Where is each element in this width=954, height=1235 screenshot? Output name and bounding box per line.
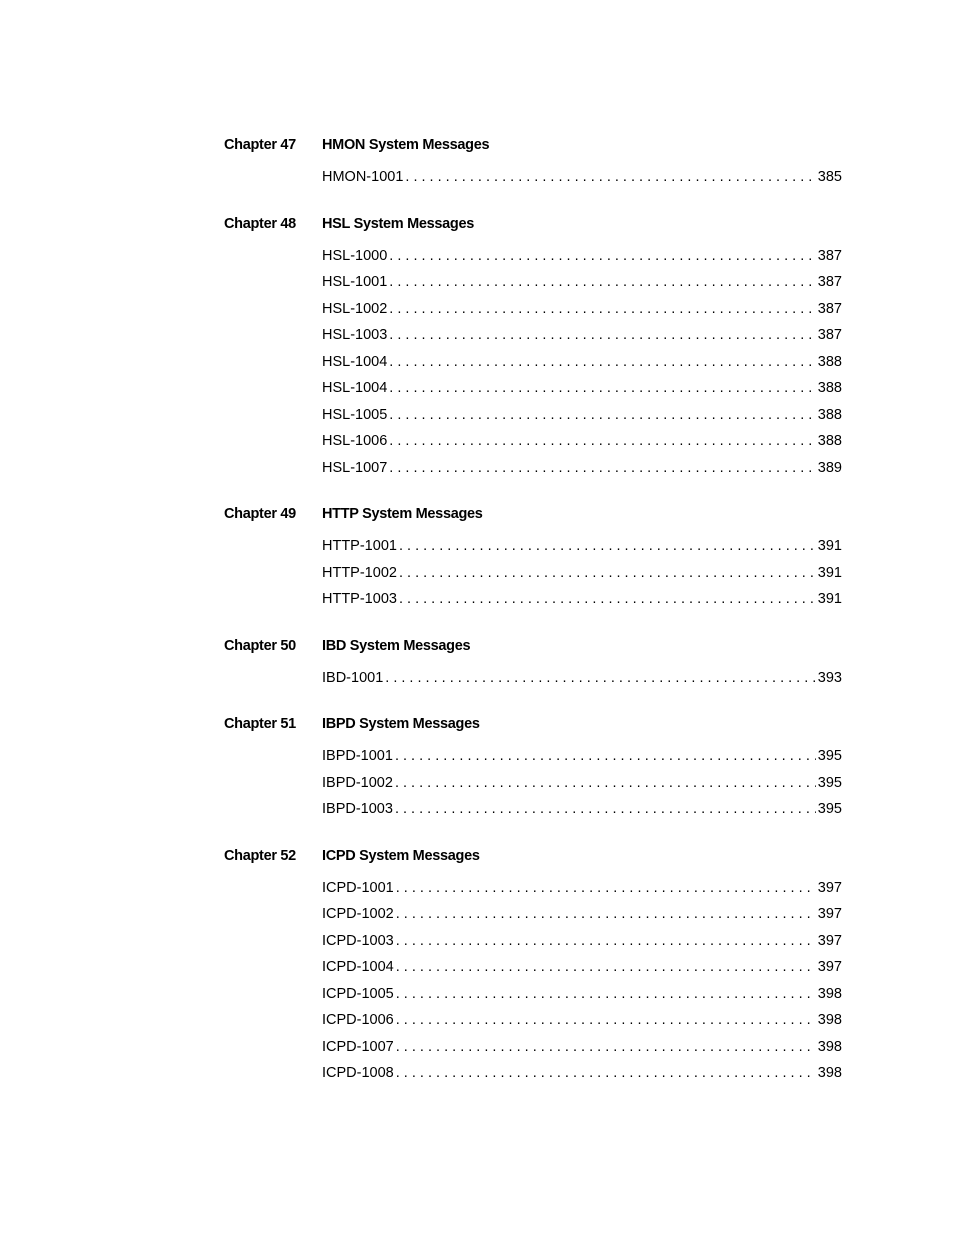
chapter-entries: [322, 665, 842, 692]
toc-entry-name: HSL-1007: [322, 459, 388, 476]
toc-chapter: [224, 635, 842, 692]
toc-entry[interactable]: [322, 954, 842, 981]
dot-leader: [396, 1007, 816, 1034]
dot-leader: [395, 743, 816, 770]
toc-entry-name: ICPD-1002: [322, 906, 394, 922]
toc-entry-page: 391: [817, 591, 842, 607]
dot-leader: [389, 296, 816, 323]
toc-entry-page: 395: [817, 801, 842, 817]
chapter-heading: [224, 213, 842, 235]
toc-entry-page: 387: [817, 247, 842, 264]
toc-entry[interactable]: [322, 665, 842, 692]
toc-entry-page: 393: [817, 669, 842, 686]
toc-entry-page: 387: [817, 300, 842, 317]
dot-leader: [389, 243, 816, 270]
toc-entry-name: ICPD-1007: [322, 1038, 394, 1055]
dot-leader: [396, 954, 816, 981]
toc-entry[interactable]: [322, 770, 842, 797]
toc-entry-name: IBPD-1001: [322, 748, 393, 764]
toc-entry-page: 398: [817, 985, 842, 1002]
chapter-entries: [322, 875, 842, 1087]
toc-entry[interactable]: [322, 981, 842, 1008]
dot-leader: [405, 164, 815, 191]
chapter-number: Chapter 47: [224, 137, 296, 153]
toc-entry[interactable]: [322, 243, 842, 270]
toc-entry[interactable]: [322, 455, 842, 482]
toc-entry[interactable]: [322, 901, 842, 928]
dot-leader: [396, 981, 816, 1008]
chapter-number: Chapter 50: [224, 637, 296, 654]
dot-leader: [399, 533, 816, 560]
toc-entry-page: 388: [817, 353, 842, 370]
dot-leader: [395, 770, 816, 797]
toc-entry[interactable]: [322, 1007, 842, 1034]
toc-entry[interactable]: [322, 928, 842, 955]
toc-entry-page: 395: [817, 748, 842, 764]
toc-entry-name: ICPD-1006: [322, 1012, 394, 1028]
toc-entry-name: ICPD-1004: [322, 959, 394, 975]
chapter-heading: [224, 134, 842, 156]
chapter-title: ICPD System Messages: [322, 847, 480, 864]
toc-entry-page: 385: [817, 169, 842, 185]
toc-entry[interactable]: [322, 349, 842, 376]
dot-leader: [389, 402, 816, 429]
toc-entry-name: ICPD-1005: [322, 985, 394, 1002]
toc-entry[interactable]: [322, 164, 842, 191]
toc-entry-page: 387: [817, 274, 842, 290]
toc-entry[interactable]: [322, 743, 842, 770]
toc-entry-name: ICPD-1008: [322, 1065, 394, 1081]
toc-entry-page: 389: [817, 459, 842, 476]
toc-entry[interactable]: [322, 296, 842, 323]
toc-entry[interactable]: [322, 322, 842, 349]
chapter-number: Chapter 51: [224, 716, 296, 732]
toc-entry-page: 387: [817, 327, 842, 343]
chapter-entries: [322, 243, 842, 482]
dot-leader: [395, 796, 816, 823]
toc-entry-name: HSL-1002: [322, 300, 388, 317]
toc-entry[interactable]: [322, 375, 842, 402]
dot-leader: [389, 455, 816, 482]
toc-entry[interactable]: [322, 1034, 842, 1061]
toc-entry-page: 398: [817, 1065, 842, 1081]
dot-leader: [389, 349, 816, 376]
toc-entry-page: 398: [817, 1012, 842, 1028]
toc-entry-name: HTTP-1001: [322, 538, 397, 554]
dot-leader: [396, 928, 816, 955]
toc-entry-name: HSL-1003: [322, 327, 388, 343]
dot-leader: [389, 269, 816, 296]
toc-entry[interactable]: [322, 533, 842, 560]
toc-entry-page: 397: [817, 932, 842, 949]
toc-entry-page: 397: [817, 879, 842, 896]
toc-entry[interactable]: [322, 402, 842, 429]
toc-entry[interactable]: [322, 560, 842, 587]
toc-chapter: [224, 713, 842, 823]
toc-chapter: [224, 134, 842, 191]
toc-entry-name: HTTP-1003: [322, 591, 397, 607]
toc-entry[interactable]: [322, 428, 842, 455]
chapter-number: Chapter 48: [224, 215, 296, 232]
chapter-heading: [224, 713, 842, 735]
chapter-entries: [322, 533, 842, 613]
chapter-number: Chapter 49: [224, 506, 296, 522]
dot-leader: [396, 901, 816, 928]
toc-entry-name: HSL-1004: [322, 380, 388, 396]
toc-entry-page: 397: [817, 959, 842, 975]
toc-entry[interactable]: [322, 796, 842, 823]
chapter-title: IBPD System Messages: [322, 716, 480, 732]
toc-entry-name: HMON-1001: [322, 169, 404, 185]
toc-entry-page: 395: [817, 774, 842, 791]
toc-entry-name: HSL-1006: [322, 433, 388, 449]
toc-entry-name: HSL-1001: [322, 274, 388, 290]
toc-entry[interactable]: [322, 269, 842, 296]
toc-entry-name: HTTP-1002: [322, 564, 397, 581]
chapter-heading: [224, 845, 842, 867]
toc-entry-name: HSL-1000: [322, 247, 388, 264]
dot-leader: [389, 428, 816, 455]
toc-entry[interactable]: [322, 586, 842, 613]
toc-entry[interactable]: [322, 1060, 842, 1087]
dot-leader: [389, 322, 816, 349]
toc-entry-name: IBPD-1002: [322, 774, 393, 791]
toc-entry-name: ICPD-1001: [322, 879, 394, 896]
chapter-title: IBD System Messages: [322, 637, 471, 654]
toc-entry-page: 388: [817, 380, 842, 396]
toc-entry-name: HSL-1005: [322, 406, 388, 423]
chapter-heading: [224, 503, 842, 525]
toc-entry-name: IBPD-1003: [322, 801, 393, 817]
dot-leader: [399, 560, 816, 587]
toc-entry-name: HSL-1004: [322, 353, 388, 370]
table-of-contents: [224, 134, 842, 1109]
dot-leader: [396, 875, 816, 902]
toc-entry-page: 397: [817, 906, 842, 922]
toc-chapter: [224, 213, 842, 482]
toc-entry-page: 391: [817, 538, 842, 554]
toc-entry-page: 388: [817, 433, 842, 449]
toc-entry-page: 398: [817, 1038, 842, 1055]
chapter-number: Chapter 52: [224, 847, 296, 864]
chapter-entries: [322, 743, 842, 823]
chapter-title: HMON System Messages: [322, 137, 490, 153]
toc-chapter: [224, 845, 842, 1087]
dot-leader: [396, 1034, 816, 1061]
dot-leader: [385, 665, 816, 692]
chapter-heading: [224, 635, 842, 657]
toc-chapter: [224, 503, 842, 613]
toc-entry[interactable]: [322, 875, 842, 902]
toc-entry-name: ICPD-1003: [322, 932, 394, 949]
dot-leader: [389, 375, 816, 402]
toc-entry-name: IBD-1001: [322, 669, 384, 686]
chapter-title: HSL System Messages: [322, 215, 475, 232]
toc-entry-page: 388: [817, 406, 842, 423]
chapter-title: HTTP System Messages: [322, 506, 483, 522]
chapter-entries: [322, 164, 842, 191]
toc-entry-page: 391: [817, 564, 842, 581]
dot-leader: [396, 1060, 816, 1087]
dot-leader: [399, 586, 816, 613]
